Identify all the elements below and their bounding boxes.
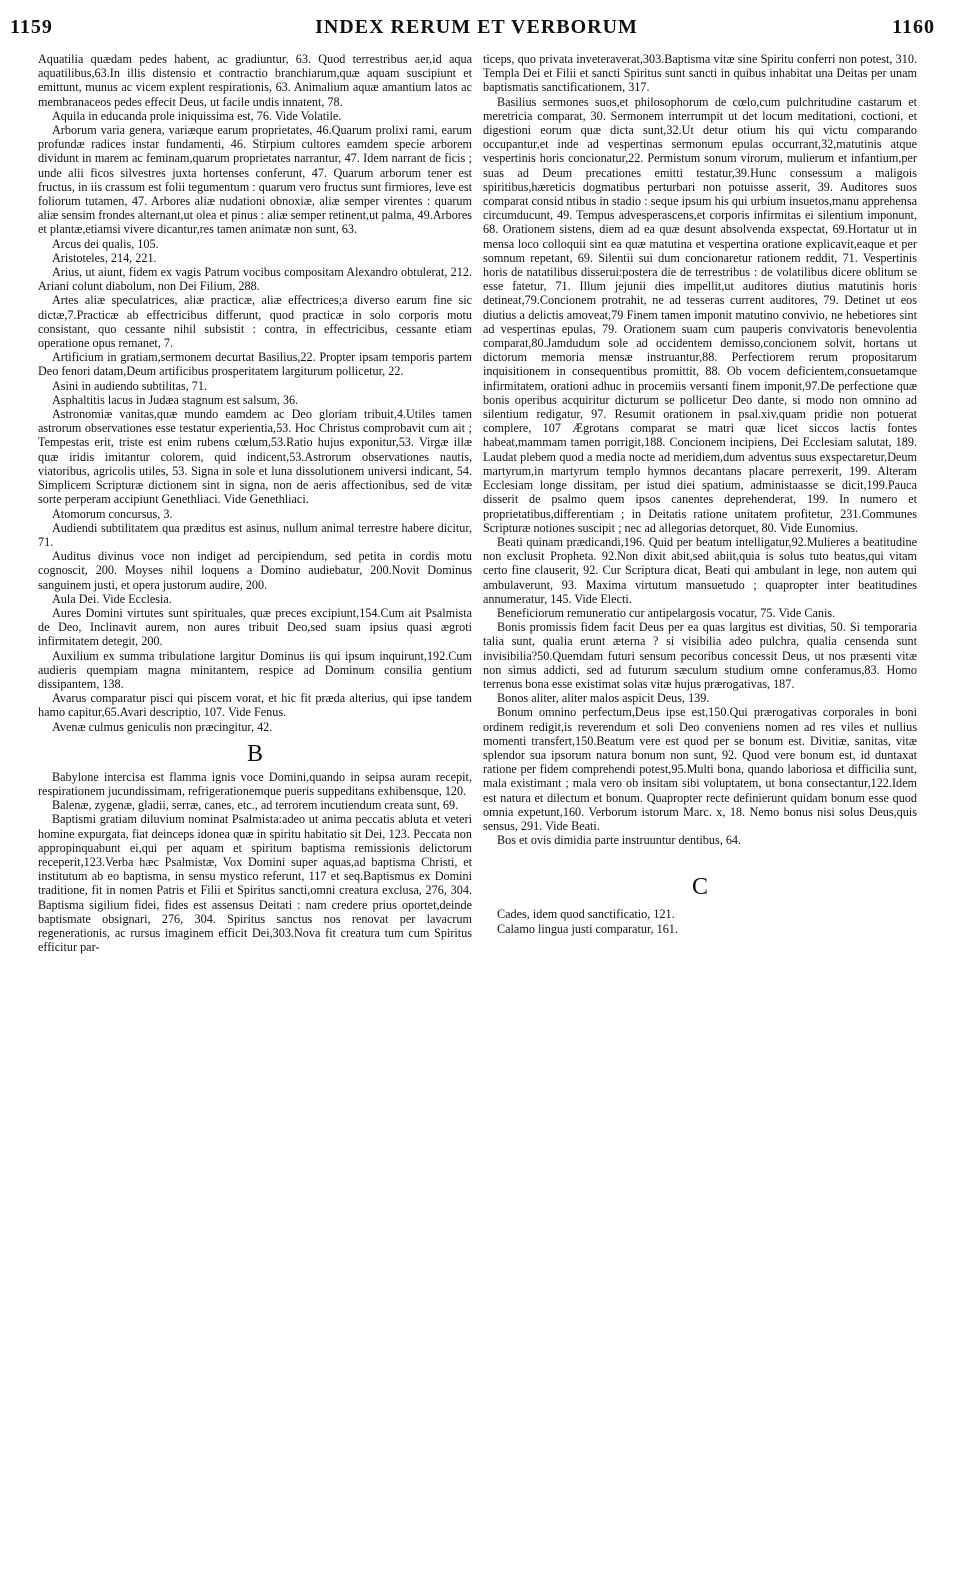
index-entry: Bonos aliter, aliter malos aspicit Deus, 139. [497,691,710,706]
index-entry: Atomorum concursus, 3. [52,506,173,521]
index-entry: Aula Dei. Vide Ecclesia. [52,591,172,606]
index-entry: Beati quinam prædicandi,196. Quid per beatum intelligatur,92.Mulieres a beatitudine non exclusit Propheta. 92.Non dixit abit,sed abiit,quia is solus tuto beatus,qui vitam certo fine clauserit, 92. Cur Scriptura dicat, Beati qui ambulant in lege, non autem qui ambulaverunt, 93. Maxima virtutum mansuetudo ; quapropter inter beatitudines annumeratur, 145. Vide Electi. [483,534,917,606]
index-entry: Asphaltitis lacus in Judæa stagnum est salsum, 36. [52,392,299,407]
index-entry: Baptismi gratiam diluvium nominat Psalmista:adeo ut anima peccatis abluta et veteri homine expurgata, fiat deinceps idonea quæ in spiritu habitatio sit Dei, 123. Peccata non appropinquabunt ei,qui per aquam et spiritum baptisma remissionis delictorum receperit,123.Verba hæc Psalmistæ, Vox Domini super aquas,ad baptisma Christi, et institutum ab eo baptisma, in sensu mystico referunt, 117 et seq.Baptismus ex Domini traditione, fit in nomen Patris et Filii et Spiritus sancti,omni creatura exclusa, 276, 304. Baptisma sigilium fidei, fides est assensus Deitati : nam credere prius oportet,deinde baptismate obsignari, 276, 304. Spiritus sanctus nos renovat per lavacrum regenerationis, ac rursus imaginem efficit Dei,303.Nova fit creatura tum cum Spiritus efficitur par- [38,812,472,955]
left-column [38,52,472,954]
index-entry: Avenæ culmus geniculis non præcingitur, 42. [52,719,273,734]
index-entry: Beneficiorum remuneratio cur antipelargosis vocatur, 75. Vide Canis. [497,605,836,620]
section-letter: C [691,874,708,901]
index-entry: Bos et ovis dimidia parte instruuntur dentibus, 64. [497,833,742,848]
index-entry: Auxilium ex summa tribulatione largitur Dominus iis qui ipsum inquirunt,192.Cum audieris quempiam magna minitantem, respice ad Dominum consilia gentium dissipantem, 138. [38,648,472,691]
page-title: INDEX RERUM ET VERBORUM [315,16,638,38]
index-entry: Artes aliæ speculatrices, aliæ practicæ, aliæ effectrices;a diverso earum fine sic dictæ,7.Practicæ ab effectricibus differunt, quod practicæ in solo corporis motu consistant, quo cessante nihil subsistit : contra, in effectricibus, cessante etiam operatione opus remanet, 7. [38,293,472,351]
section-letter: B [246,740,263,767]
index-entry: Asini in audiendo subtilitas, 71. [52,378,208,393]
index-entry: Balenæ, zygenæ, gladii, serræ, canes, etc., ad terrorem incutiendum creata sunt, 69. [52,798,459,813]
page-number-left: 1159 [10,16,53,38]
page-number-right: 1160 [892,16,935,38]
index-entry: Aristoteles, 214, 221. [52,250,157,265]
index-entry: Astronomiæ vanitas,quæ mundo eamdem ac Deo gloriam tribuit,4.Utiles tamen astrorum observationes esse testatur experientia,53. Hoc Christus comprobavit cum ait ; Tempestas erit, triste est enim rubens cœlum,53.Ratio hujus exponitur,53. Virgæ illæ quæ iridis imitantur colorem, quid indicent,53.Astrorum observationes nautis, viatoribus, agricolis utiles, 53. Signa in sole et luna dissolutionem universi indicant, 54. Simplicem Scripturæ dictionem sint in signa, non de aeris affectionibus, sed de vitæ sorte perperam accipiunt Genethliaci. Vide Genethliaci. [38,407,472,507]
index-entry: Bonum omnino perfectum,Deus ipse est,150.Qui prærogativas corporales in boni ordinem redigit,is reverendum et soli Deo conveniens nomen ad res viles et nullius momenti transfert,150.Beatum vere est quod per se bonum est. Divitiæ, sanitas, vitæ splendor sua ipsorum natura bonum non sunt, 92. Quod vere bonum est, id duntaxat ratione per fidem comprehendi potest,95.Multi bona, quando laboriosa et difficilia sunt, mala existimant ; mala vero ob insitam sibi voluptatem, ut bona consectantur,122.Idem est natura et dilectum et bonum. Quapropter recte definierunt quidam bonum esse quod omnia expetunt,160. Verborum istorum Marc. x, 18. Nemo bonus nisi solus Deus,quis sensus, 291. Vide Beati. [483,705,917,833]
right-column [483,52,917,936]
index-entry: Cades, idem quod sanctificatio, 121. [497,907,675,922]
index-entry: Bonis promissis fidem facit Deus per ea quas largitus est divitias, 50. Si temporaria talia sunt, qualia erunt æterna ? si visibilia adeo pulchra, qualia censenda sunt invisibilia?50.Quemdam futuri sensum pecoribus concessit Deus, ut nos præsenti vitæ non simus addicti, sed ad futurum sæculum studium omne conferamus,83. Homo terrenus bona esse existimat solas vitæ hujus prærogativas, 187. [483,620,917,691]
index-entry: Artificium in gratiam,sermonem decurtat Basilius,22. Propter ipsam temporis partem Deo fenori datam,Deum artificibus prosperitatem largiturum pollicetur, 22. [38,350,472,379]
index-entry: Arborum varia genera, variæque earum proprietates, 46.Quarum prolixi rami, earum profundæ radices instar fundamenti, 46. Stirpium cultores eamdem specie arborem dividunt in marem ac feminam,quarum proprietates narrantur, 47. Idem narrant de ficis ; unde alii ficos silvestres juxta hortenses conferunt, 47. Quarum arborum tener est fructus, in iis crassum est folii tegumentum : quarum vero fructus sunt firmiores, leve est foliorum tutamen, 47. Arbores aliæ nudationi obnoxiæ, aliæ semper virentes : quarum aliæ sensim frondes alternant,ut olea et pinus : aliæ semper retinent,ut palma, 49.Arbores et plantæ,etiamsi vivere dicantur,res tamen animatæ non sunt, 63. [38,123,472,237]
index-entry: Auditus divinus voce non indiget ad percipiendum, sed petita in cordis motu cognoscit, 200. Moyses nihil loquens a Domino audiebatur, 200.Novit Dominus sanguinem justi, et opera justorum audire, 200. [38,549,472,592]
index-entry: Basilius sermones suos,et philosophorum de cœlo,cum pulchritudine castarum et meretricia comparat, 30. Sermonem interrumpit ut det locum meditationi, coctioni, et digestioni eorum quæ dicta sunt,32.Ut detur otium his qui victu comparando occupantur,et inde ad vespertinas sermonum epulas occurrant,32,matutinis atque vespertinis horis concionatur,22. Permistum sonum virorum, mulierum et infantium,per suas ad Deum precationes emitti testatur,39.Hunc consessum a maligois spiritibus,hæreticis dogmatibus perturbari non potuisse asserit, 39. Auditores suos comparat consid ntibus in stadio : seque ipsum his qui urbium insuetos,manu apprehensa circumducunt, 49. Tempus advesperascens,et corporis infirmitas ei silentium imponunt, 68. Orationem sistens, diem ad ea quæ desunt absolvenda exspectat, 69.Hortatur ut in mensa loco colloquii sint ea quæ matutina et vespertina oratione explicavit,eaque et per somnum repetant, 69. Silentii sui dum concionaretur rationem reddit, 71. Vespertinis horis de natatilibus disserui:postera die de terrestribus : de volatilibus dicere oblitum se esse fatetur, 71. Illum jejunii dies impellit,ut auditores diutius matutinis horis detineat,79.Concionem protrahit, ne ad tesseras current auditores, 79. Detinet ut eos diutius a delictis amoveat,79 Finem tamen imponit matutino convivio, ne hebetiores sint ad vespertinas epulas, 79. Orationem suam cum pauperis convivatoris benevolentia comparat,80.Jamdudum sole ad occidentem demisso,concionem solvit, hortans ut dictorum memoria mensæ instruantur,88. Perfectiorem rerum propositarum inquisitionem in consequentibus promittit, 88. Ob vocem deficientem,consuetamque infirmitatem, orationi adhuc in procemiis versanti finem imponit,97.De perfectione quæ bonis operibus acquiritur dicturum se pollicetur Deo dante, si modo non omnino ad silentium redigatur, 97. Resumit orationem in psal.xiv,quam pridie non potuerat complere, 107 Ægrotans comparat se matri quæ licet siccos lactis fontes habeat,mammam tamen porrigit,188. Concionem incipiens, Dei Ecclesiam salutat, 189. Laudat plebem quod a media nocte ad meridiem,dum adventus suus exspectaretur,Deum martyrum,in martyrum templo hymnos decantans placare perrexerit, 199. Alteram Ecclesiam longe dissitam, per istud diei spatium, administaasse se dicit,199.Pauca disserit de psalmo quem ipsos canentes deprehenderat, 199. In numero et proprietatibus,differentiam ; in Deitatis ratione unitatem profitetur, 231.Communes Scripturæ notiones suscipit ; nec ad allegorias detorquet, 80. Vide Eunomius. [483,94,917,535]
index-entry: Calamo lingua justi comparatur, 161. [497,921,678,936]
index-entry: Avarus comparatur pisci qui piscem vorat, et hic fit præda alterius, qui ipse tandem hamo capitur,65.Avari descriptio, 107. Vide Fenus. [38,691,472,720]
index-entry: Aures Domini virtutes sunt spirituales, quæ preces excipiunt,154.Cum ait Psalmista de Deo, Inclinavit aurem, non aures tribuit Deo,sed suam ipsius quasi ægroti infirmitatem detegit, 200. [38,605,472,649]
page-header [0,16,953,46]
index-entry: ticeps, quo privata inveteraverat,303.Baptisma vitæ sine Spiritu conferri non potest, 310. Templa Dei et Filii et sancti Spiritus sunt sancti in quibus inhabitat una Deitas per unam baptismatis sanctificationem, 317. [483,52,917,95]
index-entry: Arcus dei qualis, 105. [52,236,159,251]
index-entry: Aquila in educanda prole iniquissima est, 76. Vide Volatile. [52,108,342,123]
index-entry: Audiendi subtilitatem qua præditus est asinus, nullum animal terrestre habere dicitur, 71. [38,520,472,549]
index-entry: Babylone intercisa est flamma ignis voce Domini,quando in seipsa auram recepit, respirationem jucundissimam, refrigerationemque pueris suppeditans exhibensque, 120. [38,769,472,798]
index-entry: Aquatilia quædam pedes habent, ac gradiuntur, 63. Quod terrestribus aer,id aqua aquatilibus,63.In illis distensio et contractio branchiarum,quæ aquam suscipiunt et emittunt, munus ac vicem explent respirationis, 63. Animalium aquæ amantium latos ac membranaceos pedes effecit Deus, ut facile undis innatent, 78. [38,52,472,109]
index-entry: Arius, ut aiunt, fidem ex vagis Patrum vocibus compositam Alexandro obtulerat, 212. Ariani colunt diabolum, non Dei Filium, 288. [38,265,472,294]
